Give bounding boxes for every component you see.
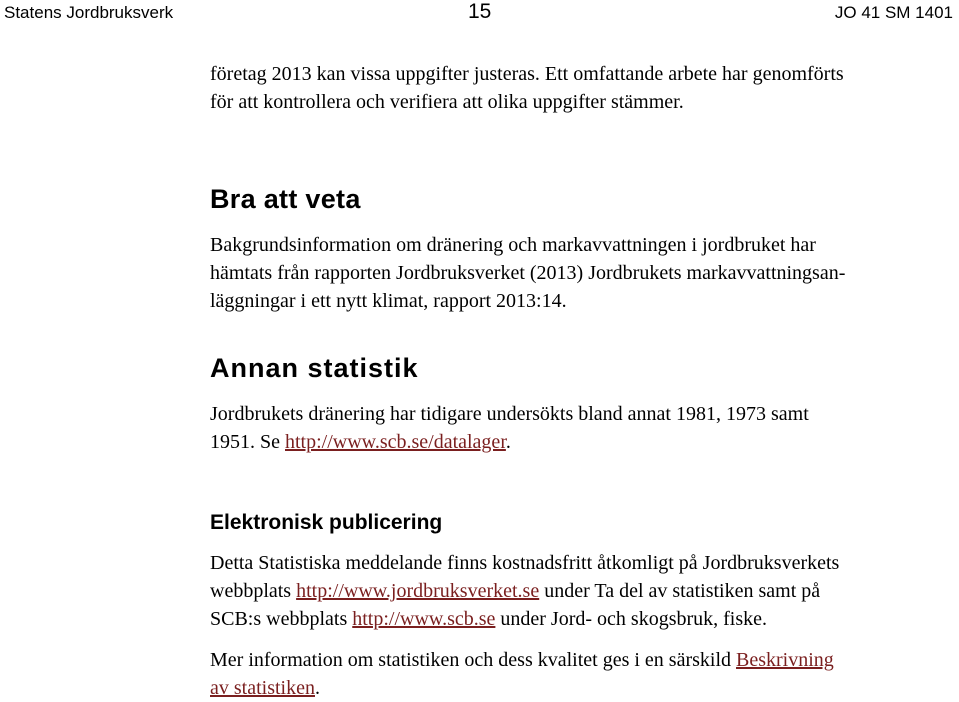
bra-att-veta-paragraph (210, 231, 940, 315)
annan-statistik-line-2-prefix: 1951. Se (210, 431, 285, 453)
section-elektronisk-publicering (210, 509, 940, 702)
page-header (0, 0, 959, 28)
section-annan-statistik (210, 352, 940, 456)
elektronisk-p1-line-2 (210, 577, 940, 605)
annan-statistik-line-2 (210, 428, 940, 456)
annan-statistik-paragraph (210, 400, 940, 456)
section-heading-elektronisk-publicering: Elektronisk publicering (210, 511, 443, 534)
intro-line-2: för att kontrollera och verifiera att olika uppgifter stämmer. (210, 91, 684, 113)
intro-paragraph (210, 60, 940, 116)
elektronisk-p1-line-3 (210, 605, 940, 633)
elektronisk-p2-line-1 (210, 646, 940, 674)
annan-statistik-line-2-suffix: . (505, 431, 511, 453)
elektronisk-p1-line-2-prefix: webbplats (210, 580, 297, 602)
beskrivning-link-part-2[interactable]: av statistiken (210, 677, 315, 699)
elektronisk-p1-line-2-suffix: under Ta del av statistiken samt på (539, 580, 821, 602)
page-number: 15 (468, 0, 492, 23)
document-body (210, 60, 940, 702)
header-publisher: Statens Jordbruksverk (4, 3, 174, 22)
elektronisk-paragraph-1 (210, 549, 940, 633)
intro-line-1: företag 2013 kan vissa uppgifter justeras. Ett omfattande arbete har genomförts (210, 63, 844, 85)
bra-att-veta-line-1: Bakgrundsinformation om dränering och markavvattningen i jordbruket har (210, 234, 816, 256)
beskrivning-link-part-1[interactable]: Beskrivning (736, 649, 834, 671)
elektronisk-p2-prefix: Mer information om statistiken och dess kvalitet ges i en särskild (210, 649, 737, 671)
bra-att-veta-line-2: hämtats från rapporten Jordbruksverket (2013) Jordbrukets markavvattningsan- (210, 262, 846, 284)
section-heading-annan-statistik: Annan statistik (210, 353, 419, 383)
bra-att-veta-line-3: läggningar i ett nytt klimat, rapport 2013:14. (210, 290, 567, 312)
annan-statistik-line-1: Jordbrukets dränering har tidigare undersökts bland annat 1981, 1973 samt (210, 403, 809, 425)
report-id: JO 41 SM 1401 (834, 3, 953, 22)
elektronisk-p1-line-3-suffix: under Jord- och skogsbruk, fiske. (495, 608, 768, 630)
jordbruksverket-link[interactable]: http://www.jordbruksverket.se (296, 580, 540, 602)
elektronisk-paragraph-2 (210, 646, 940, 702)
section-bra-att-veta (210, 183, 940, 315)
elektronisk-p2-line-2 (210, 674, 940, 702)
elektronisk-p1-line-3-prefix: SCB:s webbplats (210, 608, 353, 630)
scb-link[interactable]: http://www.scb.se (352, 608, 496, 630)
elektronisk-p2-suffix: . (314, 677, 320, 699)
elektronisk-p1-line-1: Detta Statistiska meddelande finns kostnadsfritt åtkomligt på Jordbruksverkets (210, 552, 840, 574)
scb-datalager-link[interactable]: http://www.scb.se/datalager (285, 431, 506, 453)
section-heading-bra-att-veta: Bra att veta (210, 184, 361, 214)
